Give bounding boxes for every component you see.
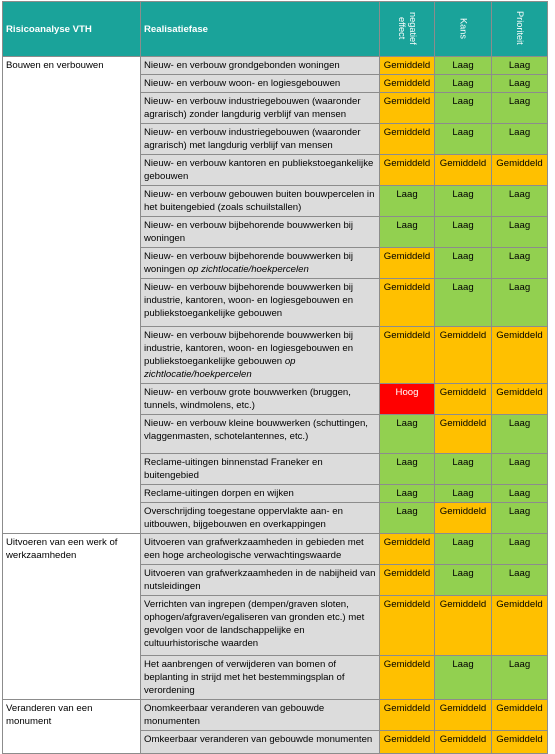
- realisatiefase-cell: [141, 656, 380, 700]
- negatief-effect-cell: Gemiddeld: [380, 596, 435, 656]
- prioriteit-cell: Laag: [492, 248, 548, 279]
- realisatiefase-cell: [141, 186, 380, 217]
- realisatiefase-cell: [141, 454, 380, 485]
- negatief-effect-cell: Gemiddeld: [380, 57, 435, 75]
- negatief-effect-cell: Gemiddeld: [380, 565, 435, 596]
- negatief-effect-cell: Gemiddeld: [380, 124, 435, 155]
- kans-cell: Laag: [435, 534, 492, 565]
- realisatiefase-italic-text: op zichtlocatie/hoekpercelen: [187, 264, 309, 275]
- negatief-effect-cell: Gemiddeld: [380, 248, 435, 279]
- kans-cell: Laag: [435, 217, 492, 248]
- kans-cell: Laag: [435, 93, 492, 124]
- kans-cell: Laag: [435, 565, 492, 596]
- realisatiefase-text: Nieuw- en verbouw industriegebouwen (waaronder agrarisch) zonder langdurig verblijf van mensen: [144, 96, 361, 120]
- realisatiefase-cell: [141, 124, 380, 155]
- prioriteit-cell: Laag: [492, 217, 548, 248]
- prioriteit-cell: Laag: [492, 279, 548, 327]
- realisatiefase-text: Uitvoeren van grafwerkzaamheden in gebieden met een hoge archeologische verwachtingswaarde: [144, 537, 364, 561]
- negatief-effect-cell: Gemiddeld: [380, 731, 435, 754]
- header-negatief-effect: [380, 2, 435, 57]
- kans-cell: Laag: [435, 485, 492, 503]
- kans-cell: Laag: [435, 248, 492, 279]
- realisatiefase-cell: [141, 415, 380, 454]
- kans-cell: Laag: [435, 454, 492, 485]
- realisatiefase-text: Nieuw- en verbouw industriegebouwen (waaronder agrarisch) met langdurig verblijf van mensen: [144, 127, 361, 151]
- realisatiefase-text: Reclame-uitingen dorpen en wijken: [144, 488, 294, 499]
- realisatiefase-text: Het aanbrengen of verwijderen van bomen of beplanting in strijd met het bestemmingsplan of verordening: [144, 659, 345, 696]
- negatief-effect-cell: Hoog: [380, 384, 435, 415]
- prioriteit-cell: Laag: [492, 656, 548, 700]
- header-kans: [435, 2, 492, 57]
- realisatiefase-cell: [141, 327, 380, 384]
- realisatiefase-cell: [141, 93, 380, 124]
- negatief-effect-cell: Laag: [380, 454, 435, 485]
- kans-cell: Laag: [435, 279, 492, 327]
- kans-cell: Laag: [435, 57, 492, 75]
- kans-cell: Laag: [435, 186, 492, 217]
- prioriteit-cell: Laag: [492, 93, 548, 124]
- kans-cell: Laag: [435, 124, 492, 155]
- realisatiefase-text: Nieuw- en verbouw woon- en logiesgebouwen: [144, 78, 341, 89]
- realisatiefase-cell: [141, 534, 380, 565]
- prioriteit-cell: Laag: [492, 75, 548, 93]
- realisatiefase-cell: [141, 700, 380, 731]
- realisatiefase-cell: [141, 596, 380, 656]
- negatief-effect-cell: Gemiddeld: [380, 93, 435, 124]
- prioriteit-cell: Laag: [492, 124, 548, 155]
- kans-cell: Gemiddeld: [435, 415, 492, 454]
- section-label: Bouwen en verbouwen: [3, 57, 141, 534]
- kans-cell: Gemiddeld: [435, 731, 492, 754]
- section-label: Uitvoeren van een werk of werkzaamheden: [3, 534, 141, 700]
- kans-cell: Laag: [435, 75, 492, 93]
- prioriteit-cell: Gemiddeld: [492, 155, 548, 186]
- prioriteit-cell: Gemiddeld: [492, 700, 548, 731]
- prioriteit-cell: Gemiddeld: [492, 327, 548, 384]
- realisatiefase-text: Nieuw- en verbouw kleine bouwwerken (schuttingen, vlaggenmasten, schotelantennes, etc.): [144, 418, 368, 442]
- negatief-effect-cell: Laag: [380, 217, 435, 248]
- realisatiefase-cell: [141, 155, 380, 186]
- realisatiefase-text: Reclame-uitingen binnenstad Franeker en buitengebied: [144, 457, 323, 481]
- prioriteit-cell: Laag: [492, 503, 548, 534]
- realisatiefase-text: Nieuw- en verbouw bijbehorende bouwwerken bij woningen: [144, 220, 354, 244]
- prioriteit-cell: Laag: [492, 415, 548, 454]
- negatief-effect-cell: Laag: [380, 186, 435, 217]
- realisatiefase-text: Uitvoeren van grafwerkzaamheden in de nabijheid van nutsleidingen: [144, 568, 376, 592]
- kans-cell: Gemiddeld: [435, 700, 492, 731]
- realisatiefase-text: Nieuw- en verbouw bijbehorende bouwwerken bij industrie, kantoren, woon- en logiesgebouwen en publiekstoegankelijke gebouwen: [144, 330, 354, 367]
- prioriteit-cell: Laag: [492, 186, 548, 217]
- prioriteit-cell: Laag: [492, 565, 548, 596]
- realisatiefase-cell: [141, 279, 380, 327]
- prioriteit-cell: Gemiddeld: [492, 384, 548, 415]
- realisatiefase-text: Nieuw- en verbouw bijbehorende bouwwerken bij industrie, kantoren, woon- en logiesgebouwen en publiekstoegankelijke gebouwen: [144, 282, 354, 319]
- realisatiefase-text: Nieuw- en verbouw grondgebonden woningen: [144, 60, 340, 71]
- header-negatief-effect-label: negatief effect: [397, 11, 418, 45]
- section-label: Veranderen van een monument: [3, 700, 141, 754]
- table-row: [3, 534, 548, 565]
- realisatiefase-cell: [141, 75, 380, 93]
- header-prioriteit-label: Prioriteit: [515, 11, 525, 45]
- negatief-effect-cell: Gemiddeld: [380, 327, 435, 384]
- kans-cell: Gemiddeld: [435, 155, 492, 186]
- prioriteit-cell: Gemiddeld: [492, 731, 548, 754]
- kans-cell: Gemiddeld: [435, 596, 492, 656]
- realisatiefase-cell: [141, 503, 380, 534]
- negatief-effect-cell: Laag: [380, 415, 435, 454]
- prioriteit-cell: Laag: [492, 454, 548, 485]
- header-prioriteit: [492, 2, 548, 57]
- negatief-effect-cell: Gemiddeld: [380, 534, 435, 565]
- realisatiefase-cell: [141, 57, 380, 75]
- negatief-effect-cell: Gemiddeld: [380, 656, 435, 700]
- negatief-effect-cell: Gemiddeld: [380, 75, 435, 93]
- kans-cell: Gemiddeld: [435, 327, 492, 384]
- realisatiefase-text: Nieuw- en verbouw gebouwen buiten bouwpercelen in het buitengebied (zoals schuilstallen): [144, 189, 375, 213]
- realisatiefase-text: Onomkeerbaar veranderen van gebouwde monumenten: [144, 703, 325, 727]
- risk-analysis-table: [2, 1, 548, 754]
- kans-cell: Gemiddeld: [435, 384, 492, 415]
- header-kans-label: Kans: [458, 17, 469, 39]
- negatief-effect-cell: Gemiddeld: [380, 155, 435, 186]
- table-header-row: [3, 2, 548, 57]
- realisatiefase-cell: [141, 384, 380, 415]
- prioriteit-cell: Laag: [492, 534, 548, 565]
- realisatiefase-cell: [141, 565, 380, 596]
- realisatiefase-text: Nieuw- en verbouw kantoren en publiekstoegankelijke gebouwen: [144, 158, 374, 182]
- kans-cell: Gemiddeld: [435, 503, 492, 534]
- negatief-effect-cell: Gemiddeld: [380, 700, 435, 731]
- realisatiefase-text: Nieuw- en verbouw grote bouwwerken (bruggen, tunnels, windmolens, etc.): [144, 387, 351, 411]
- table-row: [3, 700, 548, 731]
- header-risicoanalyse: Risicoanalyse VTH: [3, 2, 141, 57]
- negatief-effect-cell: Laag: [380, 503, 435, 534]
- realisatiefase-text: Overschrijding toegestane oppervlakte aan- en uitbouwen, bijgebouwen en overkappingen: [144, 506, 343, 530]
- prioriteit-cell: Laag: [492, 485, 548, 503]
- realisatiefase-text: Nieuw- en verbouw bijbehorende bouwwerken bij woningen: [144, 251, 354, 275]
- negatief-effect-cell: Gemiddeld: [380, 279, 435, 327]
- realisatiefase-cell: [141, 217, 380, 248]
- realisatiefase-cell: [141, 248, 380, 279]
- table-row: [3, 57, 548, 75]
- realisatiefase-cell: [141, 485, 380, 503]
- prioriteit-cell: Laag: [492, 57, 548, 75]
- realisatiefase-text: Verrichten van ingrepen (dempen/graven sloten, ophogen/afgraven/egaliseren van gronden etc.) met gevolgen voor de landschappelijke en cultuurhistorische waarden: [144, 599, 365, 649]
- negatief-effect-cell: Laag: [380, 485, 435, 503]
- realisatiefase-text: Omkeerbaar veranderen van gebouwde monumenten: [144, 734, 373, 745]
- kans-cell: Laag: [435, 656, 492, 700]
- header-realisatiefase: Realisatiefase: [141, 2, 380, 57]
- prioriteit-cell: Gemiddeld: [492, 596, 548, 656]
- realisatiefase-italic-text: op zichtlocatie/hoekpercelen: [144, 356, 296, 380]
